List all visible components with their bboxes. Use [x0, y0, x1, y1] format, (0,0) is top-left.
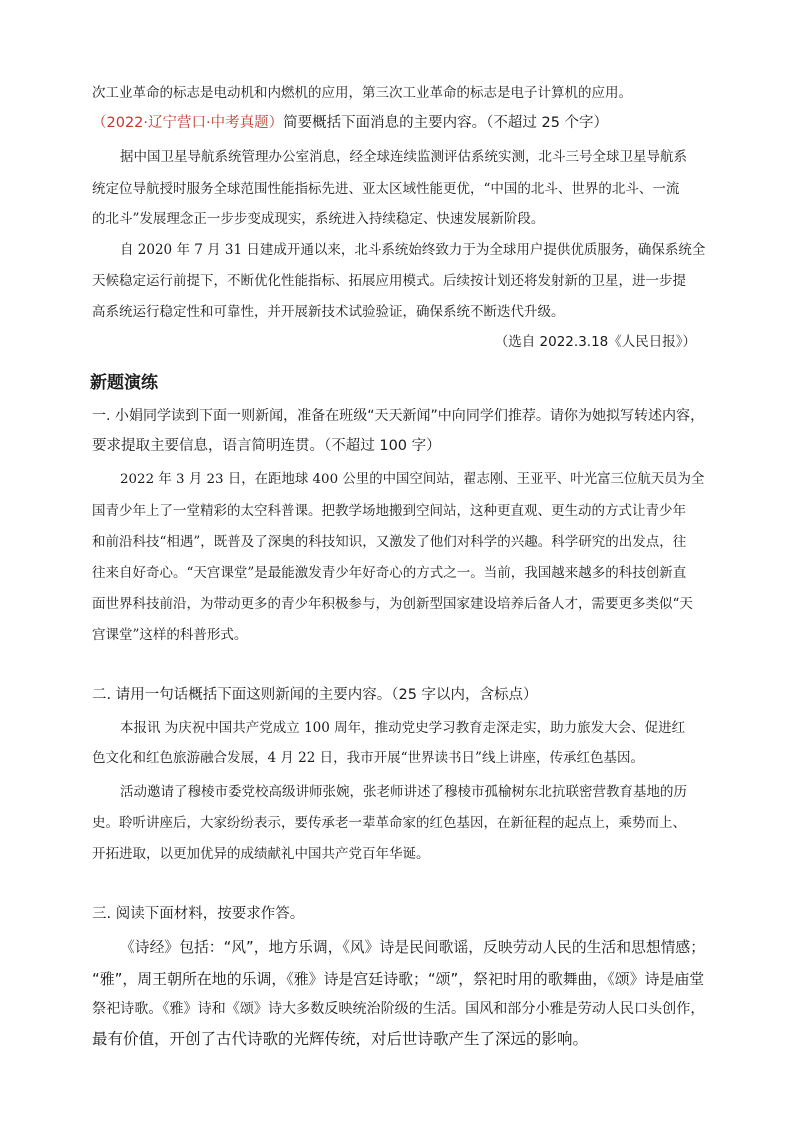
- q0-line-2: 统定位导航授时服务全球范围性能指标先进、亚太区域性能更优，“中国的北斗、世界的北斗、一流: [92, 181, 680, 197]
- q1-prompt-line-1: 一. 小娟同学读到下面一则新闻，准备在班级“天天新闻”中向同学们推荐。请你为她拟写转述内容，: [92, 408, 705, 424]
- q1-line-5: 面世界科技前沿，为带动更多的青少年积极参与，为创新型国家建设培养后备人才，需要更多类似“天: [92, 596, 693, 612]
- q0-line-4: 自 2020 年 7 月 31 日建成开通以来，北斗系统始终致力于为全球用户提供优质服务，确保系统全: [120, 242, 706, 258]
- q3-line-4: 最有价值，开创了古代诗歌的光辉传统，对后世诗歌产生了深远的影响。: [92, 1030, 589, 1048]
- q1-line-1: 2022 年 3 月 23 日，在距地球 400 公里的中国空间站，翟志刚、王亚平、叶光富三位航天员为全: [120, 472, 705, 487]
- q0-source-tag: 2022·辽宁营口·中考真题: [106, 115, 269, 131]
- q1-prompt-line-2: 要求提取主要信息，语言简明连贯。（不超过 100 字）: [92, 438, 441, 454]
- q0-line-3: 的北斗”发展理念正一步步变成现实，系统进入持续稳定、快速发展新阶段。: [92, 211, 545, 227]
- q3-line-3: 祭祀诗歌。《雅》诗和《颂》诗大多数反映统治阶级的生活。国风和部分小雅是劳动人民口头创作，: [92, 1001, 705, 1017]
- q1-line-4: 往来自好奇心。“天宫课堂”是最能激发青少年好奇心的方式之一。当前，我国越来越多的科技创新直: [92, 565, 687, 581]
- intro-tail-line: 次工业革命的标志是电动机和内燃机的应用，第三次工业革命的标志是电子计算机的应用。: [92, 85, 632, 101]
- q2-line-1: 本报讯 为庆祝中国共产党成立 100 周年，推动党史学习教育走深走实，助力旅发大会、促进红: [120, 720, 686, 736]
- q1-line-2: 国青少年上了一堂精彩的太空科普课。把教学场地搬到空间站，这种更直观、更生动的方式让青少年: [92, 503, 686, 519]
- q1-line-6: 宫课堂”这样的科普形式。: [92, 627, 248, 643]
- q0-line-1: 据中国卫星导航系统管理办公室消息，经全球连续监测评估系统实测，北斗三号全球卫星导航系: [120, 149, 687, 165]
- q0-prompt: [92, 114, 608, 132]
- q0-line-6: 高系统运行稳定性和可靠性，并开展新技术试验验证，确保系统不断迭代升级。: [92, 304, 565, 320]
- q0-source-close: ）: [268, 115, 284, 131]
- q3-line-1: 《诗经》包括：“风”，地方乐调，《风》诗是民间歌谣，反映劳动人民的生活和思想情感；: [120, 939, 706, 956]
- q0-source-citation: （选自 2022.3.18《人民日报》）: [494, 334, 696, 350]
- q0-line-5: 天候稳定运行前提下，不断优化性能指标、拓展应用模式。后续按计划还将发射新的卫星，进一步提: [92, 273, 686, 289]
- q2-line-5: 开拓进取，以更加优异的成绩献礼中国共产党百年华诞。: [92, 846, 430, 862]
- q2-line-2: 色文化和红色旅游融合发展，4 月 22 日，我市开展“世界读书日”线上讲座，传承红色基因。: [92, 750, 644, 766]
- q0-prompt-text: 简要概括下面消息的主要内容。（不超过 25 个字）: [283, 115, 609, 131]
- q2-line-3: 活动邀请了穆棱市委党校高级讲师张婉，张老师讲述了穆棱市孤榆树东北抗联密营教育基地的历: [120, 784, 687, 800]
- q3-prompt: 三. 阅读下面材料，按要求作答。: [92, 906, 305, 922]
- q1-line-3: 和前沿科技“相遇”，既普及了深奥的科技知识，又激发了他们对科学的兴趣。科学研究的出发点，往: [92, 534, 687, 550]
- q2-prompt: 二. 请用一句话概括下面这则新闻的主要内容。（25 字以内，含标点）: [92, 687, 538, 703]
- q0-source-open: （: [92, 115, 107, 131]
- q3-line-2: “雅”，周王朝所在地的乐调，《雅》诗是宫廷诗歌；“颂”，祭祀时用的歌舞曲，《颂》诗是庙堂: [92, 970, 705, 988]
- section-title: 新题演练: [90, 373, 158, 393]
- q2-line-4: 史。聆听讲座后，大家纷纷表示，要传承老一辈革命家的红色基因，在新征程的起点上，乘势而上、: [92, 815, 686, 831]
